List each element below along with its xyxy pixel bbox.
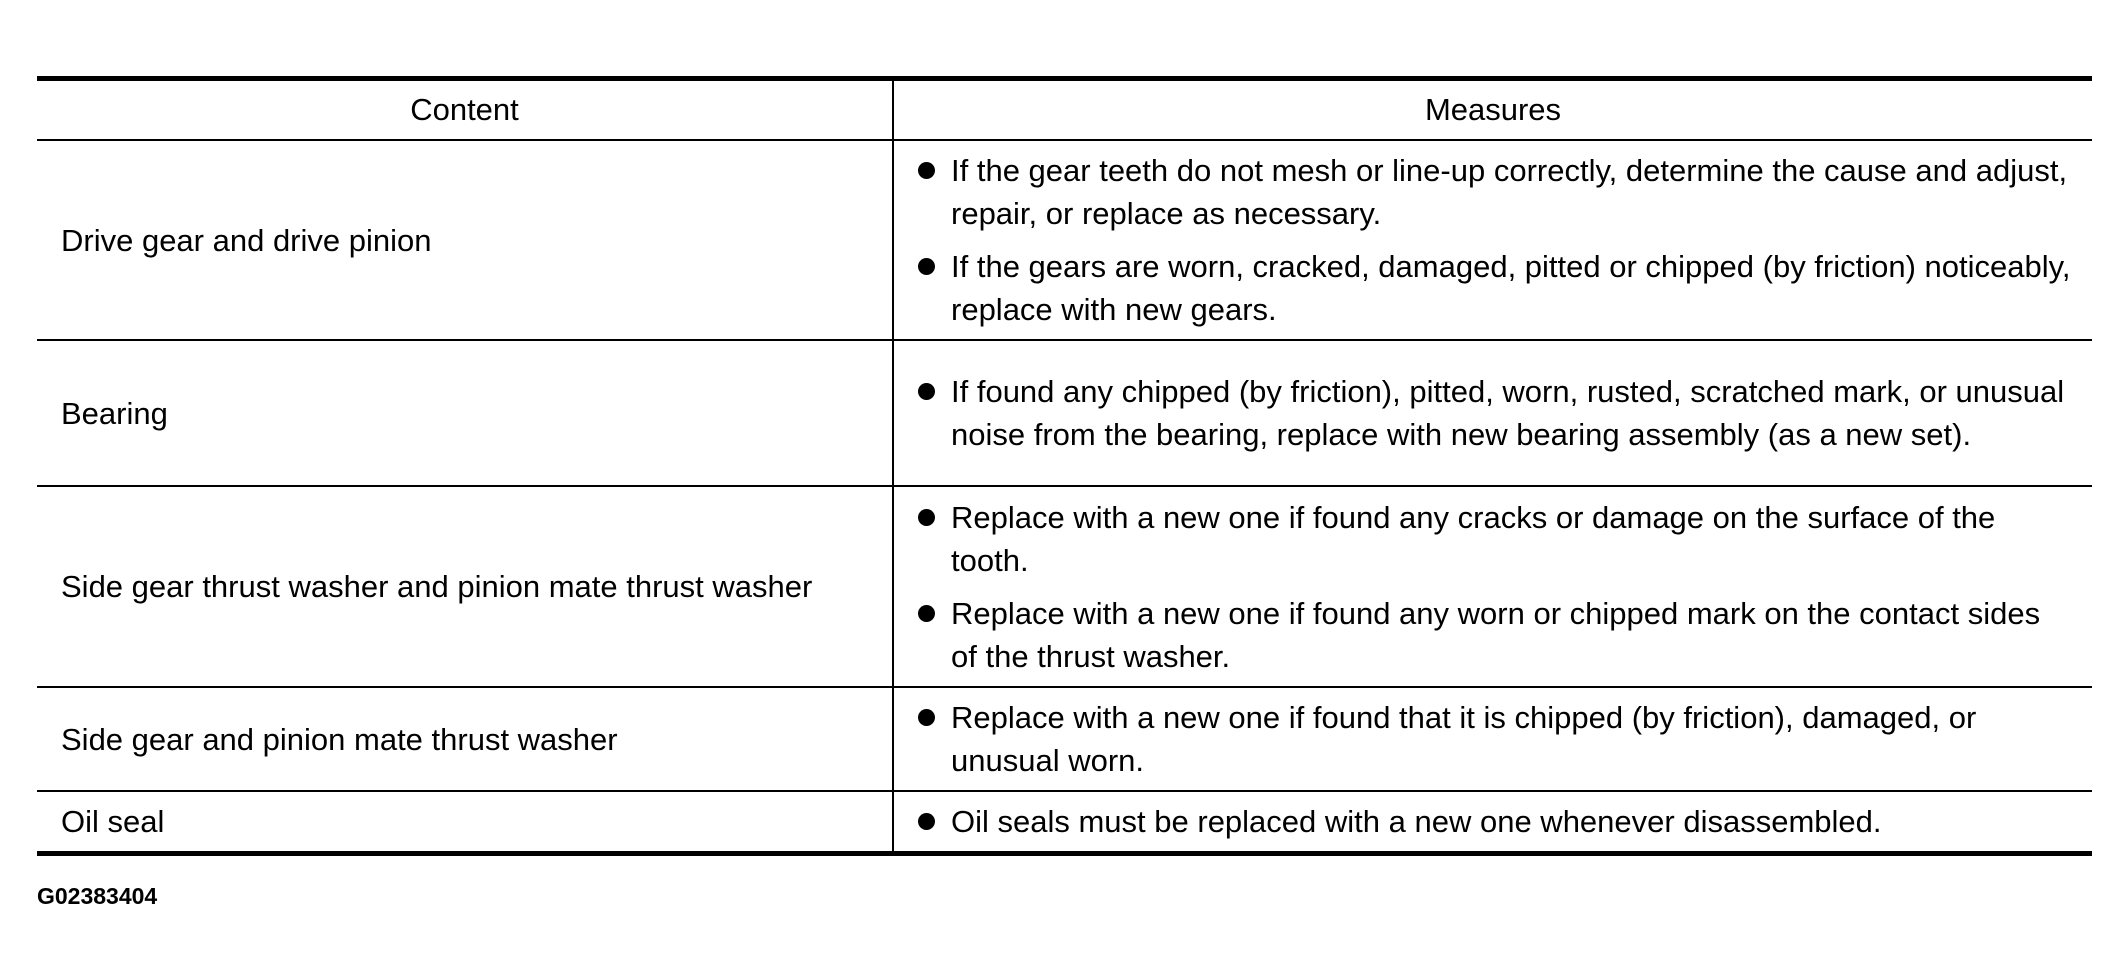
measure-list <box>918 696 2072 782</box>
content-cell: Bearing <box>37 340 893 486</box>
bullet-icon <box>918 605 935 622</box>
measure-text: Replace with a new one if found any worn or chipped mark on the contact sides of the thrust washer. <box>951 595 2041 674</box>
measure-item <box>918 496 2072 582</box>
measures-cell <box>893 486 2092 687</box>
table-row <box>37 140 2092 340</box>
content-column-header: Content <box>37 79 893 141</box>
measure-list <box>918 496 2072 678</box>
table-header-row <box>37 79 2092 141</box>
content-cell: Oil seal <box>37 791 893 854</box>
measure-item <box>918 245 2072 331</box>
measure-item <box>918 592 2072 678</box>
measure-text: If the gears are worn, cracked, damaged, pitted or chipped (by friction) noticeably, replace with new gears. <box>951 249 2071 327</box>
measure-item <box>918 800 2072 843</box>
measure-list <box>918 149 2072 331</box>
measure-item <box>918 696 2072 782</box>
table-row <box>37 687 2092 791</box>
measure-text: Oil seals must be replaced with a new one whenever disassembled. <box>951 804 1882 839</box>
content-cell: Side gear thrust washer and pinion mate thrust washer <box>37 486 893 687</box>
bullet-icon <box>918 509 935 526</box>
measure-item <box>918 149 2072 235</box>
measure-text: Replace with a new one if found any cracks or damage on the surface of the tooth. <box>951 499 1996 578</box>
table-row <box>37 791 2092 854</box>
measures-column-header: Measures <box>893 79 2092 141</box>
measures-cell <box>893 340 2092 486</box>
table-row <box>37 340 2092 486</box>
measure-text: Replace with a new one if found that it is chipped (by friction), damaged, or unusual worn. <box>951 700 1977 778</box>
measure-item <box>918 370 2072 456</box>
measure-text: If found any chipped (by friction), pitted, worn, rusted, scratched mark, or unusual noise from the bearing, replace with new bearing assembly (as a new set). <box>951 374 2065 452</box>
content-cell: Side gear and pinion mate thrust washer <box>37 687 893 791</box>
bullet-icon <box>918 162 935 179</box>
measures-cell <box>893 791 2092 854</box>
table-row <box>37 486 2092 687</box>
measure-text: If the gear teeth do not mesh or line-up correctly, determine the cause and adjust, repair, or replace as necessary. <box>951 153 2068 231</box>
bullet-icon <box>918 383 935 400</box>
measure-list <box>918 370 2072 456</box>
bullet-icon <box>918 813 935 830</box>
inspection-table <box>37 76 2092 856</box>
bullet-icon <box>918 258 935 275</box>
bullet-icon <box>918 709 935 726</box>
measures-cell <box>893 687 2092 791</box>
content-cell: Drive gear and drive pinion <box>37 140 893 340</box>
figure-id: G02383404 <box>37 883 158 909</box>
measure-list <box>918 800 2072 843</box>
measures-cell <box>893 140 2092 340</box>
